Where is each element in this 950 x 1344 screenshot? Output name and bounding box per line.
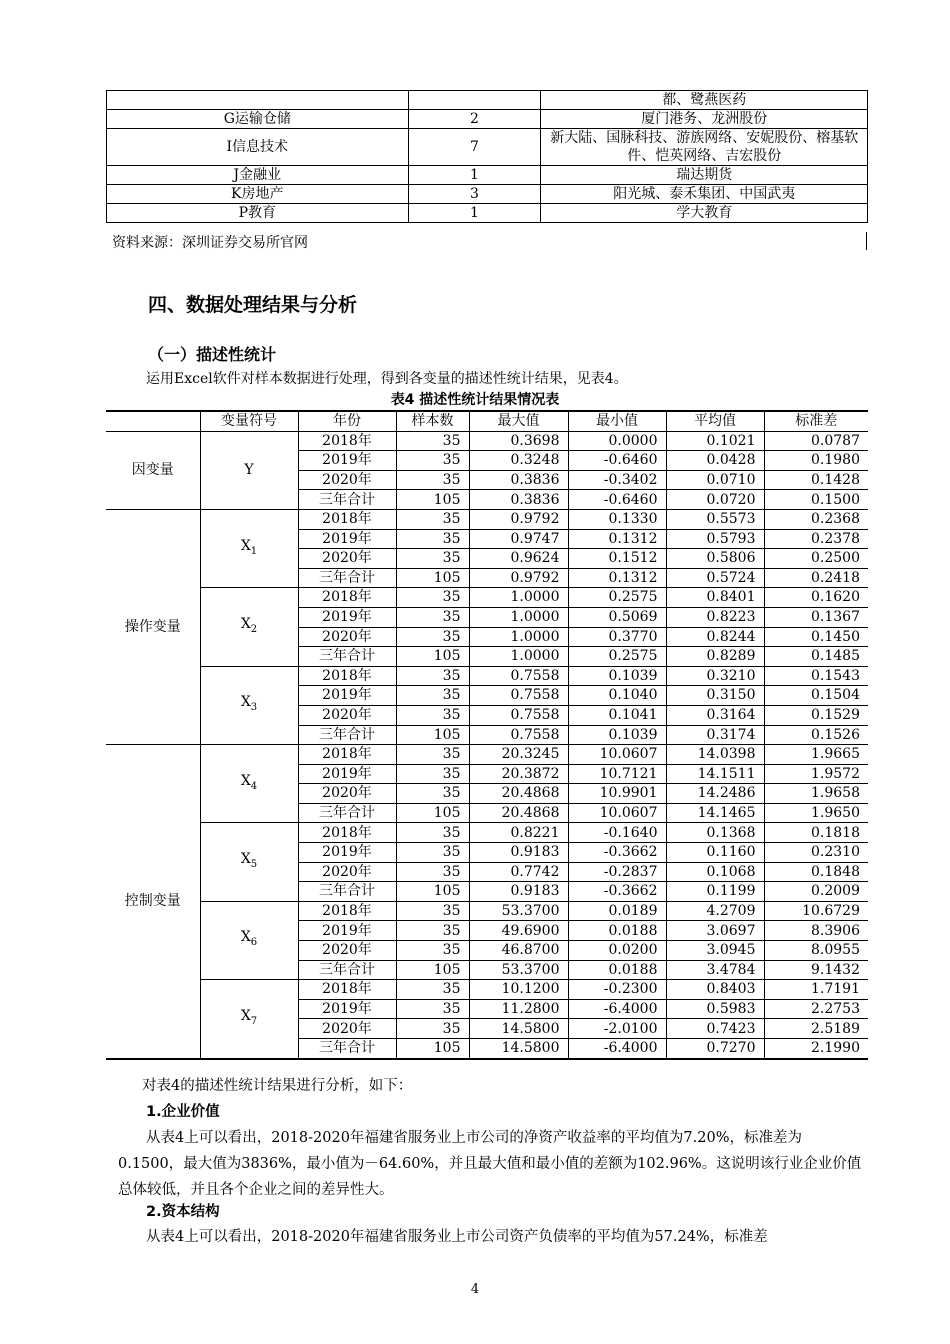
page-number: 4 — [470, 1282, 480, 1297]
variable-group-label: 控制变量 — [106, 745, 200, 1059]
cell-mean: 4.2709 — [666, 901, 764, 921]
cell-max: 0.9183 — [469, 843, 568, 863]
cell-mean: 3.0945 — [666, 941, 764, 961]
cell-max: 1.0000 — [469, 647, 568, 667]
column-header: 标准差 — [764, 411, 868, 431]
cell-mean: 0.1021 — [666, 431, 764, 451]
cell-min: 0.1512 — [568, 549, 666, 569]
cell-max: 0.3836 — [469, 490, 568, 510]
cell-sd: 1.9650 — [764, 803, 868, 823]
table-row — [106, 823, 868, 843]
cell-n: 35 — [396, 607, 469, 627]
cell-max: 46.8700 — [469, 941, 568, 961]
cell-max: 0.3698 — [469, 431, 568, 451]
cell-sd: 0.1485 — [764, 647, 868, 667]
cell-max: 0.3836 — [469, 470, 568, 490]
cell-sd: 0.1980 — [764, 451, 868, 471]
source-divider — [866, 232, 867, 250]
cell-mean: 3.4784 — [666, 960, 764, 980]
cell-min: -0.6460 — [568, 451, 666, 471]
section-title: 四、数据处理结果与分析 — [148, 294, 358, 316]
industry-cell-industry: P教育 — [107, 204, 409, 223]
cell-year: 2020年 — [298, 941, 396, 961]
variable-symbol: $X_6$ — [200, 901, 298, 979]
column-header: 平均值 — [666, 411, 764, 431]
industry-cell-industry: G运输仓储 — [107, 110, 409, 129]
cell-min: -0.2837 — [568, 862, 666, 882]
cell-n: 105 — [396, 725, 469, 745]
cell-min: 0.1039 — [568, 725, 666, 745]
cell-year: 2018年 — [298, 901, 396, 921]
table-row — [106, 666, 868, 686]
cell-mean: 3.0697 — [666, 921, 764, 941]
cell-mean: 14.2486 — [666, 784, 764, 804]
cell-min: -6.4000 — [568, 1039, 666, 1059]
cell-max: 0.8221 — [469, 823, 568, 843]
cell-mean: 14.1465 — [666, 803, 764, 823]
industry-cell-companies: 阳光城、泰禾集团、中国武夷 — [541, 185, 868, 204]
cell-n: 35 — [396, 588, 469, 608]
cell-n: 35 — [396, 666, 469, 686]
cell-sd: 0.1504 — [764, 686, 868, 706]
cell-sd: 2.1990 — [764, 1039, 868, 1059]
cell-mean: 0.3210 — [666, 666, 764, 686]
cell-sd: 0.1529 — [764, 705, 868, 725]
cell-max: 0.9747 — [469, 529, 568, 549]
cell-sd: 1.9665 — [764, 745, 868, 765]
cell-max: 0.9624 — [469, 549, 568, 569]
cell-mean: 0.3164 — [666, 705, 764, 725]
cell-n: 35 — [396, 431, 469, 451]
cell-n: 35 — [396, 745, 469, 765]
cell-mean: 0.8289 — [666, 647, 764, 667]
industry-cell-industry: K房地产 — [107, 185, 409, 204]
intro-paragraph: 运用Excel软件对样本数据进行处理，得到各变量的描述性统计结果，见表4。 — [146, 371, 628, 387]
cell-min: -0.2300 — [568, 980, 666, 1000]
cell-max: 20.4868 — [469, 784, 568, 804]
cell-sd: 9.1432 — [764, 960, 868, 980]
cell-max: 0.7558 — [469, 666, 568, 686]
industry-cell-companies: 厦门港务、龙洲股份 — [541, 110, 868, 129]
cell-max: 14.5800 — [469, 1019, 568, 1039]
cell-min: 0.1312 — [568, 529, 666, 549]
cell-min: 0.0200 — [568, 941, 666, 961]
cell-min: -0.3402 — [568, 470, 666, 490]
cell-n: 35 — [396, 764, 469, 784]
cell-min: 0.0188 — [568, 960, 666, 980]
cell-n: 105 — [396, 882, 469, 902]
variable-symbol: $X_7$ — [200, 980, 298, 1059]
cell-max: 20.4868 — [469, 803, 568, 823]
cell-mean: 0.0720 — [666, 490, 764, 510]
cell-max: 0.7742 — [469, 862, 568, 882]
cell-max: 0.7558 — [469, 686, 568, 706]
industry-row — [107, 204, 868, 223]
industry-row — [107, 185, 868, 204]
cell-mean: 14.0398 — [666, 745, 764, 765]
cell-min: 0.1040 — [568, 686, 666, 706]
cell-year: 三年合计 — [298, 1039, 396, 1059]
cell-n: 35 — [396, 862, 469, 882]
cell-year: 三年合计 — [298, 490, 396, 510]
cell-max: 20.3872 — [469, 764, 568, 784]
table-header-row — [106, 411, 868, 431]
industry-table — [106, 90, 868, 223]
cell-n: 35 — [396, 529, 469, 549]
cell-sd: 1.9572 — [764, 764, 868, 784]
cell-mean: 0.8223 — [666, 607, 764, 627]
descriptive-stats-table — [106, 410, 868, 1060]
cell-n: 35 — [396, 999, 469, 1019]
cell-n: 35 — [396, 451, 469, 471]
cell-year: 2019年 — [298, 843, 396, 863]
cell-year: 2019年 — [298, 999, 396, 1019]
point1-title: 1.企业价值 — [146, 1104, 220, 1120]
cell-n: 105 — [396, 568, 469, 588]
cell-min: 0.1330 — [568, 509, 666, 529]
industry-cell-industry: I信息技术 — [107, 129, 409, 166]
cell-mean: 0.1368 — [666, 823, 764, 843]
cell-n: 105 — [396, 490, 469, 510]
column-header: 最小值 — [568, 411, 666, 431]
cell-year: 2020年 — [298, 784, 396, 804]
cell-n: 35 — [396, 470, 469, 490]
cell-mean: 0.3150 — [666, 686, 764, 706]
variable-symbol: $X_2$ — [200, 588, 298, 666]
cell-min: -6.4000 — [568, 999, 666, 1019]
cell-sd: 2.2753 — [764, 999, 868, 1019]
cell-max: 0.3248 — [469, 451, 568, 471]
cell-year: 三年合计 — [298, 882, 396, 902]
cell-year: 三年合计 — [298, 647, 396, 667]
cell-sd: 0.2500 — [764, 549, 868, 569]
cell-n: 35 — [396, 823, 469, 843]
cell-sd: 10.6729 — [764, 901, 868, 921]
cell-n: 105 — [396, 647, 469, 667]
cell-year: 三年合计 — [298, 725, 396, 745]
industry-cell-count: 3 — [408, 185, 541, 204]
cell-min: 0.2575 — [568, 647, 666, 667]
cell-year: 2019年 — [298, 921, 396, 941]
cell-mean: 0.1068 — [666, 862, 764, 882]
cell-n: 35 — [396, 686, 469, 706]
cell-year: 2019年 — [298, 529, 396, 549]
cell-mean: 0.1199 — [666, 882, 764, 902]
cell-year: 2020年 — [298, 862, 396, 882]
cell-n: 35 — [396, 784, 469, 804]
cell-sd: 0.1543 — [764, 666, 868, 686]
point1-text: 从表4上可以看出，2018-2020年福建省服务业上市公司的净资产收益率的平均值为7.20%，标准差为0.1500，最大值为3836%，最小值为－64.60%，并且最大值和最小值的差额为102.96%。这说明该行业企业价值总体较低，并且各个企业之间的差异性大。 — [118, 1130, 862, 1198]
industry-cell-count: 7 — [408, 129, 541, 166]
cell-n: 105 — [396, 1039, 469, 1059]
cell-sd: 0.1367 — [764, 607, 868, 627]
industry-cell-companies: 都、鹭燕医药 — [541, 91, 868, 110]
cell-min: 0.1039 — [568, 666, 666, 686]
column-header: 最大值 — [469, 411, 568, 431]
cell-max: 1.0000 — [469, 588, 568, 608]
cell-min: -0.3662 — [568, 843, 666, 863]
cell-year: 2018年 — [298, 588, 396, 608]
industry-row — [107, 91, 868, 110]
industry-cell-count: 2 — [408, 110, 541, 129]
cell-n: 35 — [396, 843, 469, 863]
cell-min: 0.1041 — [568, 705, 666, 725]
variable-symbol: Y — [200, 431, 298, 509]
cell-min: 0.3770 — [568, 627, 666, 647]
cell-n: 35 — [396, 1019, 469, 1039]
table-caption: 表4 描述性统计结果情况表 — [390, 392, 560, 408]
cell-year: 2020年 — [298, 549, 396, 569]
cell-mean: 0.8403 — [666, 980, 764, 1000]
industry-cell-companies: 学大教育 — [541, 204, 868, 223]
cell-year: 2020年 — [298, 705, 396, 725]
cell-min: 10.7121 — [568, 764, 666, 784]
cell-year: 2020年 — [298, 470, 396, 490]
cell-max: 1.0000 — [469, 627, 568, 647]
cell-mean: 0.3174 — [666, 725, 764, 745]
cell-year: 2020年 — [298, 1019, 396, 1039]
cell-n: 35 — [396, 980, 469, 1000]
industry-cell-industry: J金融业 — [107, 166, 409, 185]
industry-cell-count: 1 — [408, 166, 541, 185]
cell-min: -0.6460 — [568, 490, 666, 510]
column-header: 年份 — [298, 411, 396, 431]
cell-sd: 0.1428 — [764, 470, 868, 490]
cell-n: 35 — [396, 509, 469, 529]
cell-min: -0.3662 — [568, 882, 666, 902]
cell-max: 53.3700 — [469, 960, 568, 980]
cell-year: 2018年 — [298, 666, 396, 686]
cell-n: 35 — [396, 901, 469, 921]
cell-max: 11.2800 — [469, 999, 568, 1019]
industry-row — [107, 110, 868, 129]
cell-sd: 1.9658 — [764, 784, 868, 804]
cell-mean: 0.5573 — [666, 509, 764, 529]
table-row — [106, 588, 868, 608]
column-header — [106, 411, 200, 431]
cell-sd: 0.1450 — [764, 627, 868, 647]
cell-year: 2019年 — [298, 451, 396, 471]
cell-max: 49.6900 — [469, 921, 568, 941]
point2-text: 从表4上可以看出，2018-2020年福建省服务业上市公司资产负债率的平均值为57.24%，标准差 — [146, 1229, 768, 1245]
cell-n: 105 — [396, 960, 469, 980]
cell-n: 105 — [396, 803, 469, 823]
cell-mean: 0.1160 — [666, 843, 764, 863]
cell-min: 0.0000 — [568, 431, 666, 451]
cell-sd: 0.2009 — [764, 882, 868, 902]
point2-title: 2.资本结构 — [146, 1204, 220, 1220]
industry-cell-industry — [107, 91, 409, 110]
cell-min: 0.0189 — [568, 901, 666, 921]
cell-min: 10.0607 — [568, 803, 666, 823]
cell-max: 14.5800 — [469, 1039, 568, 1059]
table-row — [106, 431, 868, 451]
cell-n: 35 — [396, 941, 469, 961]
cell-year: 三年合计 — [298, 960, 396, 980]
cell-max: 0.7558 — [469, 705, 568, 725]
cell-sd: 0.2378 — [764, 529, 868, 549]
table-row — [106, 980, 868, 1000]
cell-min: 0.1312 — [568, 568, 666, 588]
cell-sd: 0.1526 — [764, 725, 868, 745]
variable-symbol: $X_3$ — [200, 666, 298, 744]
table-row — [106, 509, 868, 529]
industry-row — [107, 166, 868, 185]
variable-group-label: 因变量 — [106, 431, 200, 509]
industry-row — [107, 129, 868, 166]
cell-min: 0.5069 — [568, 607, 666, 627]
cell-mean: 0.5724 — [666, 568, 764, 588]
cell-max: 0.7558 — [469, 725, 568, 745]
cell-year: 2019年 — [298, 686, 396, 706]
cell-min: -0.1640 — [568, 823, 666, 843]
cell-sd: 0.0787 — [764, 431, 868, 451]
source-note: 资料来源：深圳证券交易所官网 — [112, 235, 308, 251]
cell-year: 2018年 — [298, 980, 396, 1000]
cell-n: 35 — [396, 627, 469, 647]
cell-min: 0.0188 — [568, 921, 666, 941]
cell-sd: 0.1500 — [764, 490, 868, 510]
subsection-title: （一）描述性统计 — [148, 345, 277, 364]
cell-n: 35 — [396, 921, 469, 941]
cell-year: 三年合计 — [298, 803, 396, 823]
cell-min: 10.0607 — [568, 745, 666, 765]
table-row — [106, 901, 868, 921]
cell-sd: 0.2368 — [764, 509, 868, 529]
cell-mean: 0.5793 — [666, 529, 764, 549]
cell-min: 0.2575 — [568, 588, 666, 608]
cell-mean: 0.8244 — [666, 627, 764, 647]
cell-sd: 0.1620 — [764, 588, 868, 608]
industry-cell-count: 1 — [408, 204, 541, 223]
cell-max: 0.9183 — [469, 882, 568, 902]
column-header: 样本数 — [396, 411, 469, 431]
cell-year: 2019年 — [298, 607, 396, 627]
cell-mean: 0.5806 — [666, 549, 764, 569]
cell-mean: 0.8401 — [666, 588, 764, 608]
cell-max: 0.9792 — [469, 568, 568, 588]
table-row — [106, 745, 868, 765]
cell-max: 10.1200 — [469, 980, 568, 1000]
cell-sd: 0.1818 — [764, 823, 868, 843]
industry-cell-companies: 瑞达期货 — [541, 166, 868, 185]
cell-max: 1.0000 — [469, 607, 568, 627]
cell-max: 0.9792 — [469, 509, 568, 529]
cell-year: 2018年 — [298, 509, 396, 529]
cell-mean: 0.5983 — [666, 999, 764, 1019]
cell-min: -2.0100 — [568, 1019, 666, 1039]
cell-sd: 8.0955 — [764, 941, 868, 961]
variable-symbol: $X_1$ — [200, 509, 298, 587]
cell-n: 35 — [396, 549, 469, 569]
cell-min: 10.9901 — [568, 784, 666, 804]
cell-sd: 8.3906 — [764, 921, 868, 941]
cell-year: 2020年 — [298, 627, 396, 647]
cell-year: 三年合计 — [298, 568, 396, 588]
industry-cell-companies: 新大陆、国脉科技、游族网络、安妮股份、榕基软件、恺英网络、吉宏股份 — [541, 129, 868, 166]
cell-year: 2018年 — [298, 431, 396, 451]
analysis-intro: 对表4的描述性统计结果进行分析，如下： — [142, 1078, 413, 1094]
cell-year: 2018年 — [298, 823, 396, 843]
variable-group-label: 操作变量 — [106, 509, 200, 744]
cell-mean: 0.0428 — [666, 451, 764, 471]
cell-year: 2019年 — [298, 764, 396, 784]
cell-mean: 0.7270 — [666, 1039, 764, 1059]
cell-mean: 14.1511 — [666, 764, 764, 784]
cell-mean: 0.0710 — [666, 470, 764, 490]
cell-sd: 2.5189 — [764, 1019, 868, 1039]
cell-mean: 0.7423 — [666, 1019, 764, 1039]
cell-sd: 0.2310 — [764, 843, 868, 863]
cell-sd: 0.1848 — [764, 862, 868, 882]
cell-max: 53.3700 — [469, 901, 568, 921]
column-header: 变量符号 — [200, 411, 298, 431]
variable-symbol: $X_4$ — [200, 745, 298, 823]
cell-year: 2018年 — [298, 745, 396, 765]
cell-max: 20.3245 — [469, 745, 568, 765]
cell-n: 35 — [396, 705, 469, 725]
cell-sd: 1.7191 — [764, 980, 868, 1000]
cell-sd: 0.2418 — [764, 568, 868, 588]
variable-symbol: $X_5$ — [200, 823, 298, 901]
industry-cell-count — [408, 91, 541, 110]
